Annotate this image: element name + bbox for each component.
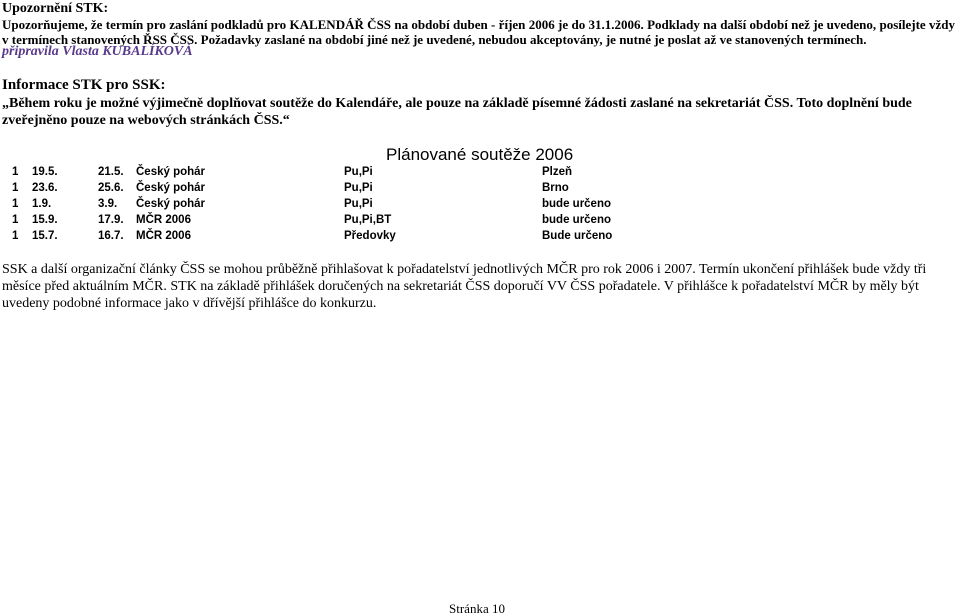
row-classes: Pu,Pi bbox=[344, 182, 373, 194]
row-competition-type: Český pohár bbox=[136, 182, 206, 194]
row-count: 1 bbox=[12, 182, 19, 194]
row-count: 1 bbox=[12, 230, 19, 242]
info-paragraph: „Během roku je možné výjimečně doplňovat soutěže do Kalendáře, ale pouze na základě písemné žádosti zaslané na sekretariát ČSS. Toto doplnění bude zveřejněno pouze na webových stránkách ČSS.“ bbox=[2, 96, 912, 128]
row-classes: Pu,Pi,BT bbox=[344, 214, 392, 226]
row-date-from: 15.7. bbox=[32, 230, 58, 242]
row-date-to: 17.9. bbox=[98, 214, 124, 226]
row-competition-type: MČR 2006 bbox=[136, 214, 191, 226]
notice-paragraph: Upozorňujeme, že termín pro zaslání podkladů pro KALENDÁŘ ČSS na období duben - říjen 2006 je do 31.1.2006. Podklady na další období než je uvedeno, posílejte vždy v termínech stanovených ŘSS ČSS. Požadavky zaslané na období jiné než je uvedené, nebudou akceptovány, je nutné je poslat až ve stanovených termínech. bbox=[2, 17, 955, 47]
author-signature: připravila Vlasta KUBALÍKOVÁ bbox=[2, 44, 193, 59]
plan-title: Plánované soutěže 2006 bbox=[386, 145, 574, 164]
row-competition-type: MČR 2006 bbox=[136, 230, 191, 242]
row-place: bude určeno bbox=[542, 214, 612, 226]
row-classes: Pu,Pi bbox=[344, 198, 373, 210]
row-count: 1 bbox=[12, 214, 19, 226]
closing-paragraph: SSK a další organizační články ČSS se mohou průběžně přihlašovat k pořadatelství jednotlivých MČR pro rok 2006 i 2007. Termín ukončení přihlášek bude vždy tři měsíce před aktuálním MČR. STK na základě přihlášek doručených na sekretariát ČSS doporučí VV ČSS pořadatele. V přihlášce k pořadatelství MČR by měly být uvedeny podobné informace jako v dřívější přihlášce do konkurzu. bbox=[2, 262, 927, 311]
info-heading: Informace STK pro SSK: bbox=[2, 77, 166, 93]
row-place: Brno bbox=[542, 182, 569, 194]
row-competition-type: Český pohár bbox=[136, 198, 206, 210]
planned-competitions-table bbox=[12, 164, 712, 244]
row-date-to: 16.7. bbox=[98, 230, 124, 242]
row-classes: Předovky bbox=[344, 230, 396, 242]
row-place: bude určeno bbox=[542, 198, 612, 210]
notice-heading: Upozornění STK: bbox=[2, 1, 109, 16]
table-row bbox=[12, 196, 712, 212]
row-place: Plzeň bbox=[542, 166, 573, 178]
table-row bbox=[12, 212, 712, 228]
row-date-to: 3.9. bbox=[98, 198, 118, 210]
row-date-to: 21.5. bbox=[98, 166, 124, 178]
row-date-from: 19.5. bbox=[32, 166, 58, 178]
row-date-from: 1.9. bbox=[32, 198, 52, 210]
row-count: 1 bbox=[12, 166, 19, 178]
row-place: Bude určeno bbox=[542, 230, 613, 242]
table-row bbox=[12, 180, 712, 196]
row-classes: Pu,Pi bbox=[344, 166, 373, 178]
table-row bbox=[12, 228, 712, 244]
page-number: Stránka 10 bbox=[449, 601, 505, 616]
row-date-from: 23.6. bbox=[32, 182, 58, 194]
row-competition-type: Český pohár bbox=[136, 166, 206, 178]
table-row bbox=[12, 164, 712, 180]
row-date-from: 15.9. bbox=[32, 214, 58, 226]
row-date-to: 25.6. bbox=[98, 182, 124, 194]
row-count: 1 bbox=[12, 198, 19, 210]
